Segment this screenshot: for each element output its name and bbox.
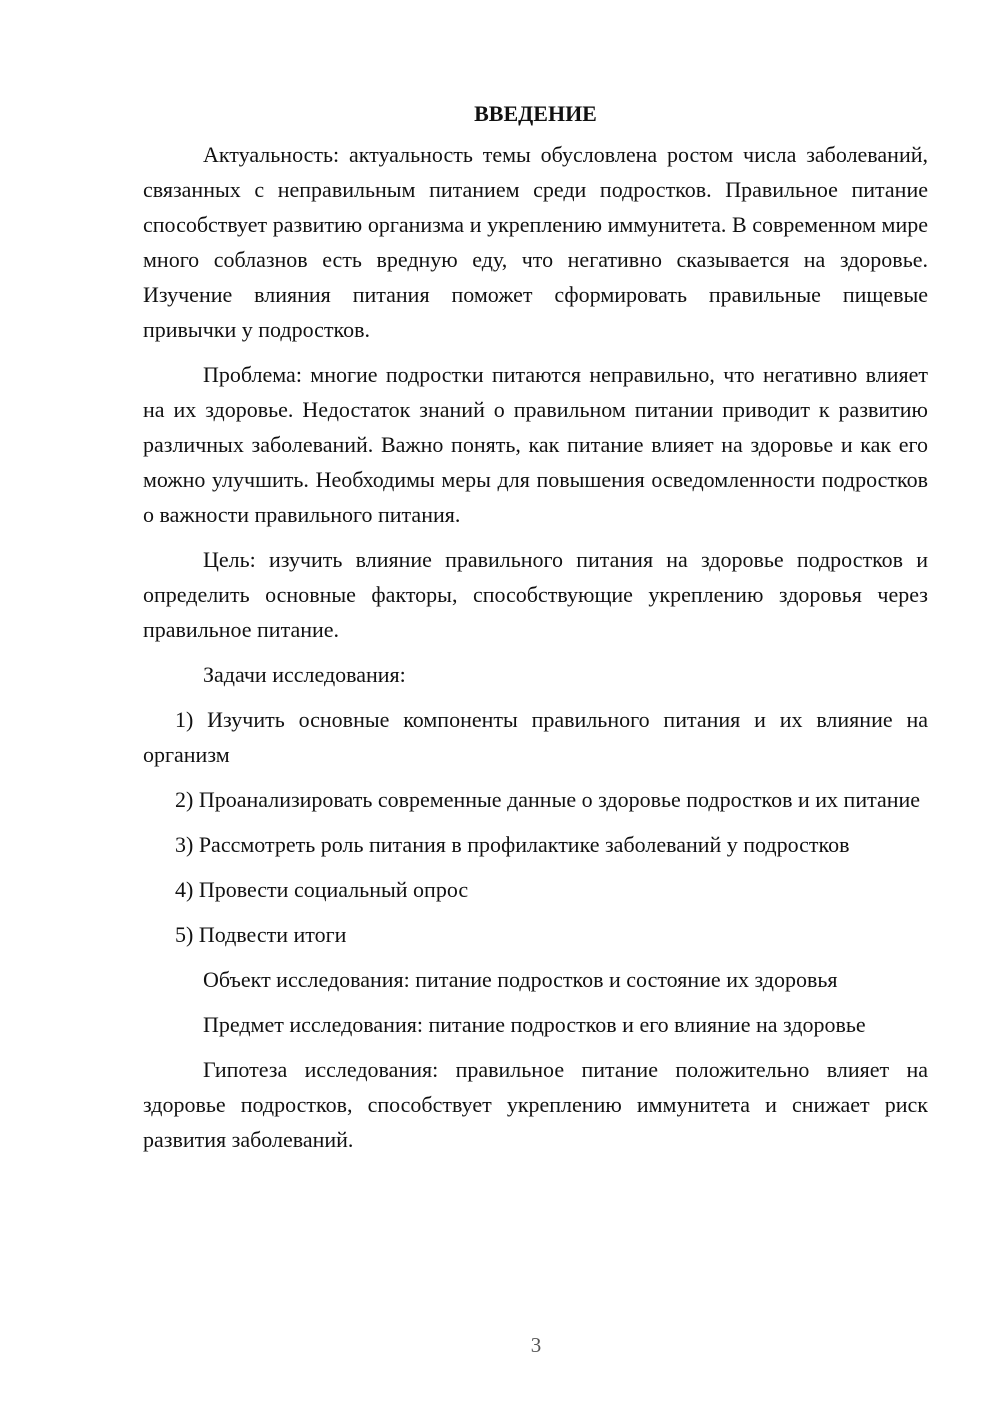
task-item: 3) Рассмотреть роль питания в профилактике заболеваний у подростков <box>175 832 850 857</box>
hypothesis-paragraph: Гипотеза исследования: правильное питание положительно влияет на здоровье подростков, способствует укреплению иммунитета и снижает риск развития заболеваний. <box>143 1057 928 1152</box>
task-item: 2) Проанализировать современные данные о здоровье подростков и их питание <box>175 787 921 812</box>
subject-paragraph: Предмет исследования: питание подростков и его влияние на здоровье <box>203 1012 866 1037</box>
relevance-paragraph: Актуальность: актуальность темы обусловлена ростом числа заболеваний, связанных с неправильным питанием среди подростков. Правильное питание способствует развитию организма и укреплению иммунитета. В современном мире много соблазнов есть вредную еду, что негативно сказывается на здоровье. Изучение влияния питания поможет сформировать правильные пищевые привычки у подростков. <box>143 142 928 342</box>
goal-paragraph: Цель: изучить влияние правильного питания на здоровье подростков и определить основные факторы, способствующие укреплению здоровья через правильное питание. <box>143 547 928 642</box>
problem-paragraph: Проблема: многие подростки питаются неправильно, что негативно влияет на их здоровье. Недостаток знаний о правильном питании приводит к развитию различных заболеваний. Важно понять, как питание влияет на здоровье и как его можно улучшить. Необходимы меры для повышения осведомленности подростков о важности правильного питания. <box>143 362 928 527</box>
section-title: ВВЕДЕНИЕ <box>474 101 597 126</box>
task-item: 1) Изучить основные компоненты правильного питания и их влияние на организм <box>143 707 928 767</box>
task-item: 5) Подвести итоги <box>175 922 347 947</box>
page-number: 3 <box>530 1333 542 1357</box>
object-paragraph: Объект исследования: питание подростков и состояние их здоровья <box>203 967 838 992</box>
document-body <box>143 96 928 1167</box>
tasks-heading: Задачи исследования: <box>203 662 406 687</box>
task-item: 4) Провести социальный опрос <box>175 877 469 902</box>
